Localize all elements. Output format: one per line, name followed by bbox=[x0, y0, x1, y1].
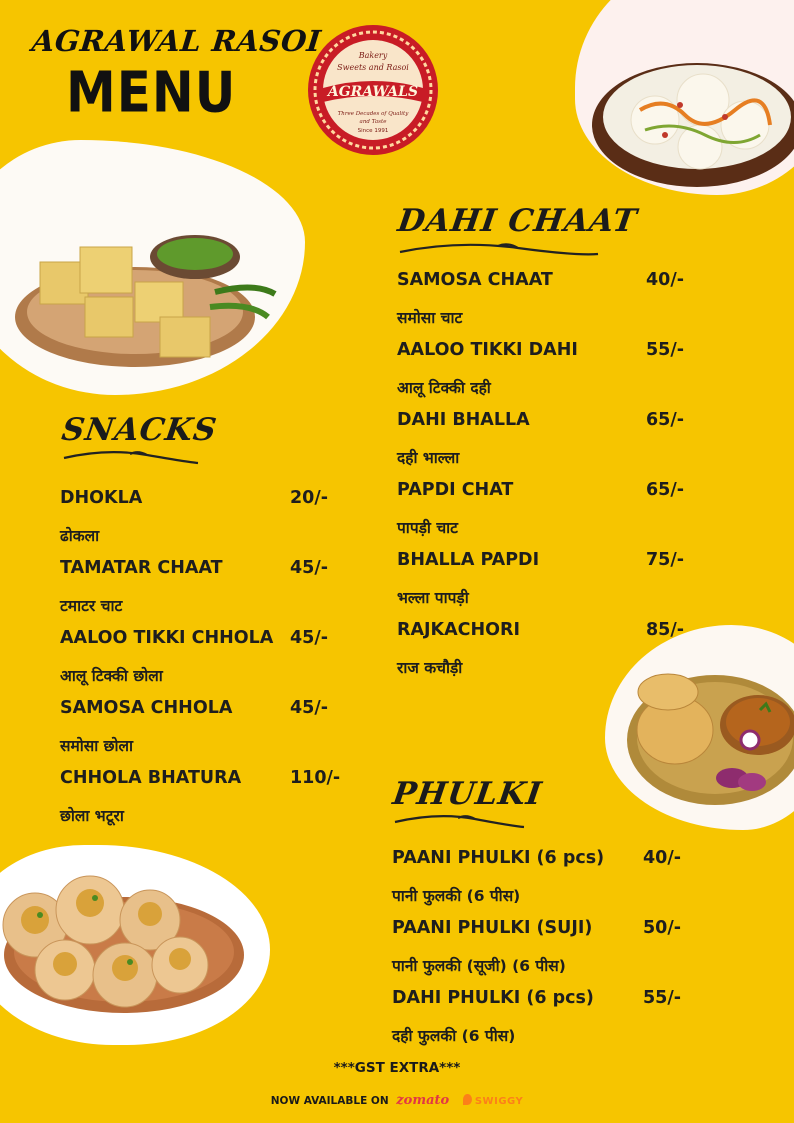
item-name: AALOO TIKKI DAHI bbox=[397, 340, 578, 360]
flourish-snacks bbox=[62, 446, 202, 468]
item-hindi: पानी फुलकी (सूजी) (6 पीस) bbox=[392, 957, 566, 975]
item-hindi: समोसा छोला bbox=[60, 737, 134, 755]
chhole-puri-plate-image bbox=[620, 660, 794, 810]
item-price: 45/- bbox=[290, 698, 329, 718]
logo-brand: AGRAWALS bbox=[327, 84, 419, 100]
item-name: PAANI PHULKI (6 pcs) bbox=[392, 848, 605, 868]
logo-tagline1: Three Decades of Quality bbox=[337, 111, 409, 117]
item-price: 45/- bbox=[290, 558, 329, 578]
item-hindi: पापड़ी चाट bbox=[397, 519, 458, 537]
item-name: TAMATAR CHAAT bbox=[60, 558, 223, 578]
menu-title: MENU bbox=[66, 60, 237, 125]
dahi-vada-bowl-image bbox=[585, 25, 794, 195]
item-price: 55/- bbox=[646, 340, 685, 360]
item-name: DAHI PHULKI (6 pcs) bbox=[392, 988, 594, 1008]
logo-line1: Bakery bbox=[358, 51, 388, 60]
delivery-availability bbox=[0, 1093, 794, 1108]
item-price: 65/- bbox=[646, 410, 685, 430]
dhokla-plate-image bbox=[10, 222, 295, 372]
item-name: RAJKACHORI bbox=[397, 620, 520, 640]
logo-since: Since 1991 bbox=[357, 128, 389, 134]
item-hindi: पानी फुलकी (6 पीस) bbox=[392, 887, 521, 905]
section-title-snacks: SNACKS bbox=[59, 412, 220, 448]
flourish-phulki bbox=[393, 810, 528, 832]
logo-line2: Sweets and Rasoi bbox=[337, 63, 409, 72]
item-price: 50/- bbox=[643, 918, 682, 938]
item-price: 110/- bbox=[290, 768, 341, 788]
section-title-dahi-chaat: DAHI CHAAT bbox=[395, 203, 640, 239]
logo-tagline2: and Taste bbox=[359, 119, 387, 125]
item-price: 20/- bbox=[290, 488, 329, 508]
item-hindi: समोसा चाट bbox=[397, 309, 463, 327]
item-price: 55/- bbox=[643, 988, 682, 1008]
section-title-phulki: PHULKI bbox=[390, 776, 545, 812]
item-hindi: आलू टिक्की दही bbox=[397, 379, 491, 397]
item-hindi: आलू टिक्की छोला bbox=[60, 667, 163, 685]
item-hindi: टमाटर चाट bbox=[60, 597, 123, 615]
item-name: SAMOSA CHHOLA bbox=[60, 698, 233, 718]
item-hindi: दही फुलकी (6 पीस) bbox=[392, 1027, 516, 1045]
agrawals-logo bbox=[307, 24, 439, 156]
flourish-dahi-chaat bbox=[398, 238, 603, 260]
item-name: CHHOLA BHATURA bbox=[60, 768, 242, 788]
item-name: SAMOSA CHAAT bbox=[397, 270, 553, 290]
item-name: DHOKLA bbox=[60, 488, 143, 508]
swiggy-link[interactable]: SWIGGY bbox=[474, 1096, 524, 1107]
available-label: NOW AVAILABLE ON bbox=[270, 1095, 389, 1107]
restaurant-name: AGRAWAL RASOI bbox=[30, 24, 323, 58]
item-price: 40/- bbox=[643, 848, 682, 868]
item-hindi: दही भाल्ला bbox=[397, 449, 460, 467]
gst-note: ***GST EXTRA*** bbox=[333, 1060, 461, 1076]
zomato-link[interactable]: zomato bbox=[396, 1093, 450, 1108]
item-name: DAHI BHALLA bbox=[397, 410, 530, 430]
item-name: PAPDI CHAT bbox=[397, 480, 514, 500]
item-price: 65/- bbox=[646, 480, 685, 500]
item-hindi: ढोकला bbox=[60, 527, 100, 545]
item-hindi: भल्ला पापड़ी bbox=[397, 589, 469, 607]
item-price: 75/- bbox=[646, 550, 685, 570]
item-name: AALOO TIKKI CHHOLA bbox=[60, 628, 274, 648]
item-price: 45/- bbox=[290, 628, 329, 648]
swiggy-icon bbox=[463, 1094, 472, 1105]
item-price: 85/- bbox=[646, 620, 685, 640]
item-hindi: राज कचौड़ी bbox=[397, 659, 463, 677]
item-price: 40/- bbox=[646, 270, 685, 290]
pani-puri-plate-image bbox=[0, 870, 248, 1020]
item-name: PAANI PHULKI (SUJI) bbox=[392, 918, 593, 938]
item-hindi: छोला भटूरा bbox=[60, 807, 124, 825]
item-name: BHALLA PAPDI bbox=[397, 550, 540, 570]
